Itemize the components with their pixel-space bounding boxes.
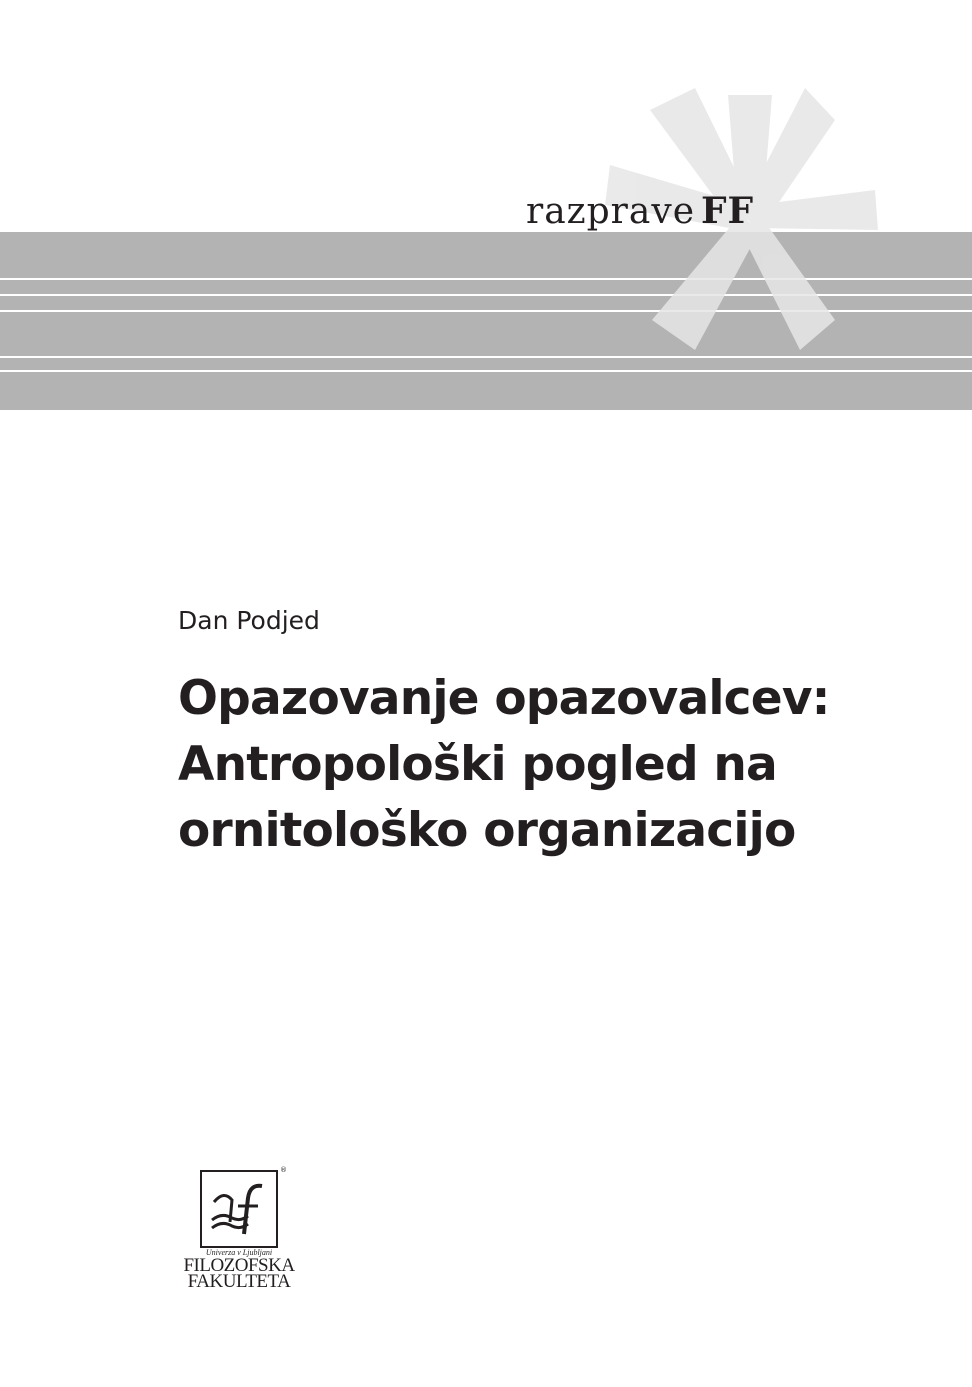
publisher-name-line1: FILOZOFSKA bbox=[183, 1255, 295, 1276]
publisher-logo bbox=[176, 1166, 316, 1296]
series-suffix: FF bbox=[701, 190, 755, 232]
band-stripe bbox=[0, 370, 972, 372]
book-f-icon bbox=[202, 1172, 276, 1246]
publisher-emblem bbox=[200, 1170, 278, 1248]
publisher-university: Univerza v Ljubljani bbox=[205, 1248, 273, 1257]
registered-mark: ® bbox=[280, 1166, 287, 1174]
series-logo bbox=[526, 190, 754, 232]
series-name: razprave bbox=[526, 191, 695, 232]
publisher-name-line2: FAKULTETA bbox=[187, 1271, 291, 1292]
title-line: Antropološki pogled na bbox=[178, 737, 777, 792]
book-title bbox=[178, 666, 938, 864]
title-line: ornitološko organizacijo bbox=[178, 803, 796, 858]
title-line: Opazovanje opazovalcev: bbox=[178, 671, 830, 726]
author-name: Dan Podjed bbox=[178, 606, 320, 635]
